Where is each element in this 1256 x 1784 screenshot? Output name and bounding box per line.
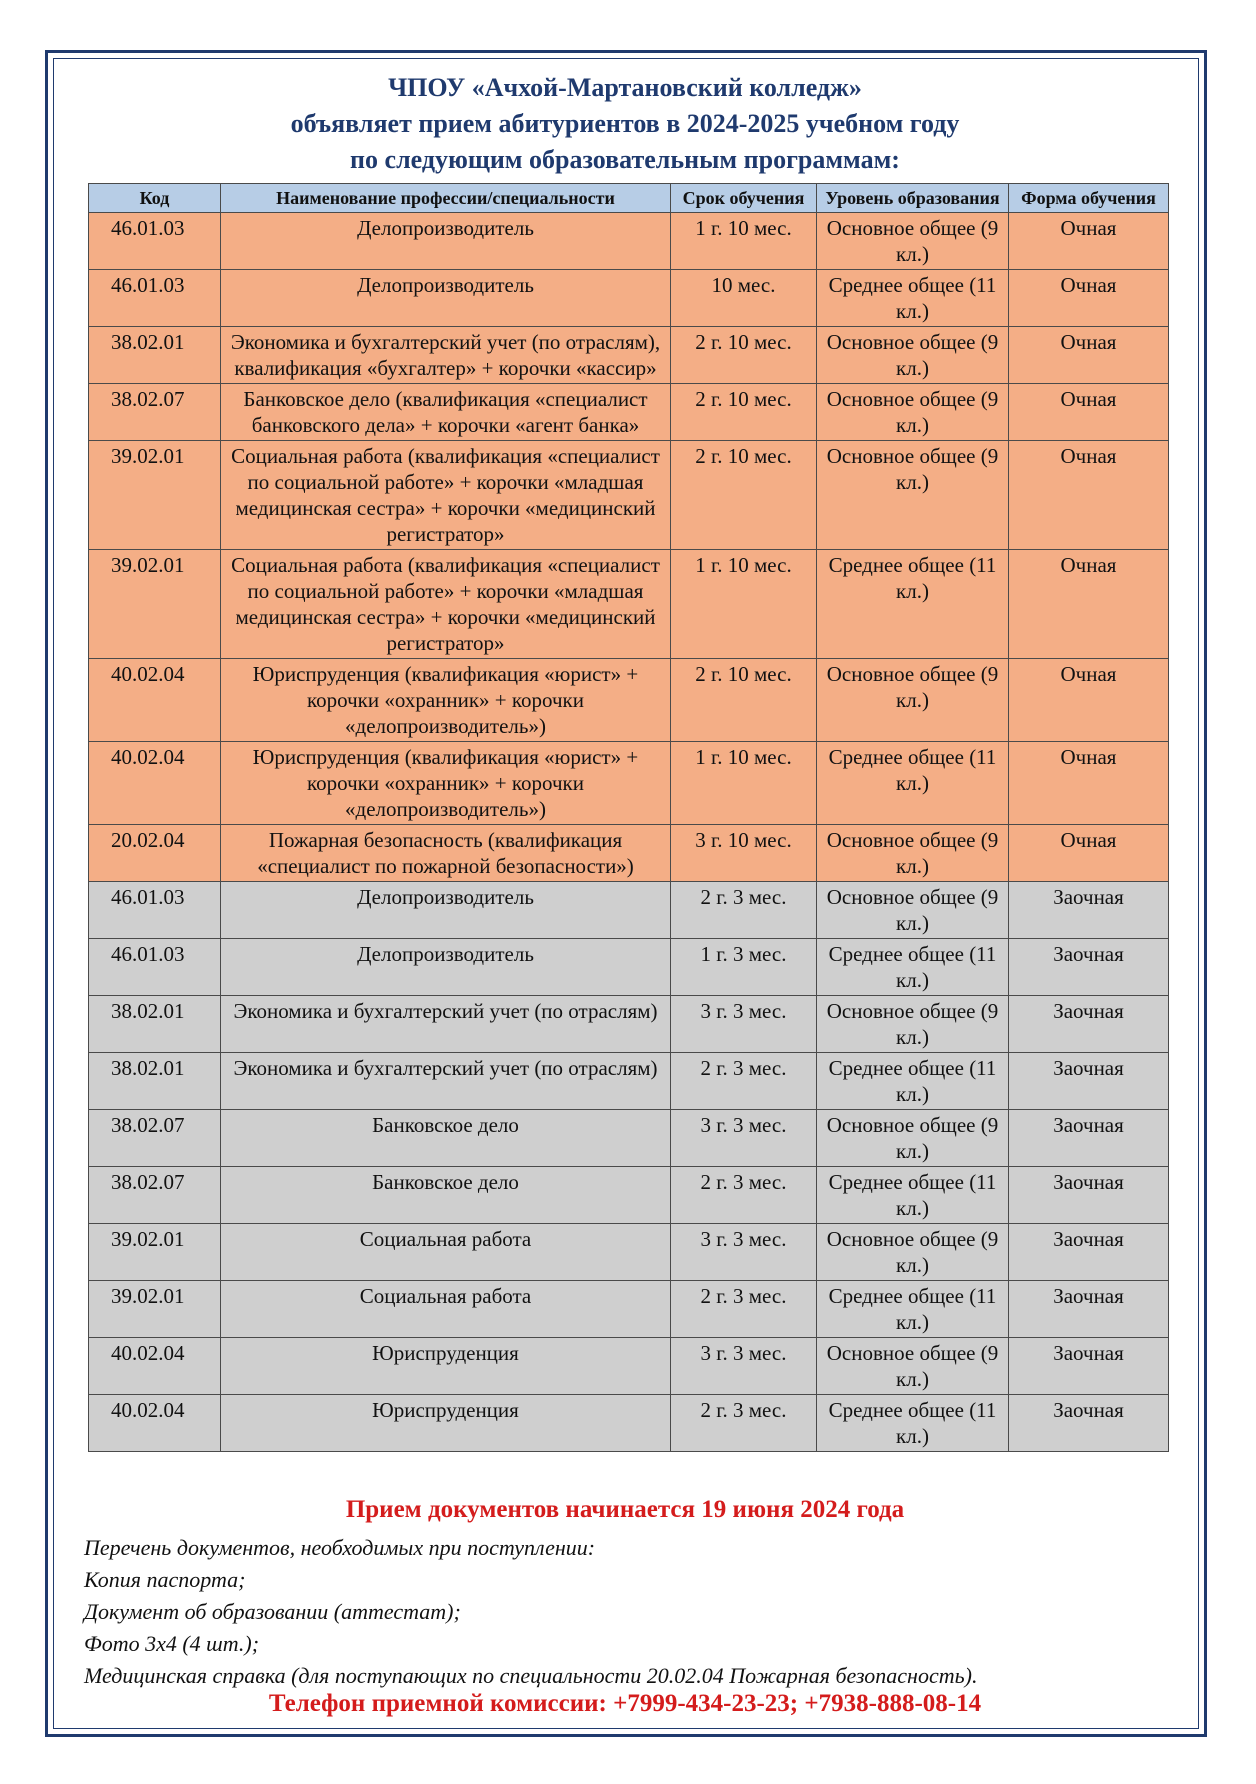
cell-name: Банковское дело <box>221 1167 671 1224</box>
cell-code: 38.02.01 <box>89 996 221 1053</box>
cell-code: 38.02.01 <box>89 327 221 384</box>
cell-term: 2 г. 10 мес. <box>671 384 817 441</box>
cell-form: Заочная <box>1009 1395 1169 1452</box>
table-row <box>89 1395 1169 1452</box>
cell-level: Основное общее (9 кл.) <box>817 213 1009 270</box>
cell-form: Очная <box>1009 213 1169 270</box>
table-header-row <box>89 184 1169 213</box>
table-row <box>89 441 1169 550</box>
cell-term: 2 г. 10 мес. <box>671 659 817 742</box>
cell-name: Банковское дело <box>221 1110 671 1167</box>
table-row <box>89 996 1169 1053</box>
title-college: ЧПОУ «Ачхой-Мартановский колледж» <box>388 73 862 102</box>
cell-code: 40.02.04 <box>89 742 221 825</box>
cell-form: Заочная <box>1009 1281 1169 1338</box>
cell-level: Среднее общее (11 кл.) <box>817 1395 1009 1452</box>
cell-term: 2 г. 10 мес. <box>671 327 817 384</box>
cell-code: 39.02.01 <box>89 441 221 550</box>
cell-level: Основное общее (9 кл.) <box>817 996 1009 1053</box>
cell-name: Экономика и бухгалтерский учет (по отраслям) <box>221 996 671 1053</box>
cell-form: Очная <box>1009 550 1169 659</box>
admission-start-notice: Прием документов начинается 19 июня 2024 года <box>345 1496 905 1523</box>
table-row <box>89 825 1169 882</box>
cell-name: Пожарная безопасность (квалификация «специалист по пожарной безопасности») <box>221 825 671 882</box>
cell-name: Социальная работа <box>221 1224 671 1281</box>
cell-term: 2 г. 3 мес. <box>671 1395 817 1452</box>
header-code: Код <box>89 184 221 213</box>
table-row <box>89 213 1169 270</box>
cell-name: Экономика и бухгалтерский учет (по отраслям) <box>221 1053 671 1110</box>
cell-form: Заочная <box>1009 1338 1169 1395</box>
cell-code: 46.01.03 <box>89 213 221 270</box>
cell-term: 2 г. 3 мес. <box>671 1053 817 1110</box>
cell-term: 3 г. 3 мес. <box>671 1338 817 1395</box>
cell-form: Очная <box>1009 327 1169 384</box>
header-form: Форма обучения <box>1009 184 1169 213</box>
programs-table <box>88 183 1169 1452</box>
cell-name: Юриспруденция <box>221 1338 671 1395</box>
table-row <box>89 270 1169 327</box>
header-level: Уровень образования <box>817 184 1009 213</box>
cell-name: Социальная работа <box>221 1281 671 1338</box>
table-row <box>89 550 1169 659</box>
cell-level: Основное общее (9 кл.) <box>817 1224 1009 1281</box>
table-body <box>89 213 1169 1452</box>
cell-level: Среднее общее (11 кл.) <box>817 742 1009 825</box>
cell-level: Основное общее (9 кл.) <box>817 441 1009 550</box>
cell-name: Делопроизводитель <box>221 213 671 270</box>
cell-level: Среднее общее (11 кл.) <box>817 1167 1009 1224</box>
header-name: Наименование профессии/специальности <box>221 184 671 213</box>
table-row <box>89 1110 1169 1167</box>
cell-form: Заочная <box>1009 939 1169 996</box>
cell-form: Очная <box>1009 659 1169 742</box>
table-row <box>89 939 1169 996</box>
cell-term: 2 г. 3 мес. <box>671 1281 817 1338</box>
cell-form: Очная <box>1009 270 1169 327</box>
cell-code: 40.02.04 <box>89 1395 221 1452</box>
table-row <box>89 1167 1169 1224</box>
cell-term: 1 г. 10 мес. <box>671 742 817 825</box>
cell-form: Заочная <box>1009 1224 1169 1281</box>
cell-form: Очная <box>1009 384 1169 441</box>
cell-code: 46.01.03 <box>89 882 221 939</box>
admission-phone: Телефон приемной комиссии: +7999-434-23-23; +7938-888-08-14 <box>268 1690 982 1717</box>
cell-name: Делопроизводитель <box>221 939 671 996</box>
cell-term: 1 г. 10 мес. <box>671 550 817 659</box>
cell-form: Очная <box>1009 441 1169 550</box>
cell-level: Основное общее (9 кл.) <box>817 1338 1009 1395</box>
cell-name: Банковское дело (квалификация «специалист банковского дела» + корочки «агент банка» <box>221 384 671 441</box>
header-term: Срок обучения <box>671 184 817 213</box>
cell-level: Основное общее (9 кл.) <box>817 384 1009 441</box>
cell-code: 39.02.01 <box>89 1224 221 1281</box>
cell-code: 38.02.07 <box>89 384 221 441</box>
cell-term: 2 г. 3 мес. <box>671 1167 817 1224</box>
table-row <box>89 384 1169 441</box>
cell-form: Заочная <box>1009 1110 1169 1167</box>
cell-form: Заочная <box>1009 1053 1169 1110</box>
table-row <box>89 1224 1169 1281</box>
table-row <box>89 742 1169 825</box>
cell-name: Юриспруденция <box>221 1395 671 1452</box>
cell-form: Заочная <box>1009 996 1169 1053</box>
cell-term: 3 г. 3 мес. <box>671 996 817 1053</box>
cell-level: Среднее общее (11 кл.) <box>817 1053 1009 1110</box>
cell-level: Основное общее (9 кл.) <box>817 1110 1009 1167</box>
cell-name: Делопроизводитель <box>221 270 671 327</box>
cell-level: Основное общее (9 кл.) <box>817 659 1009 742</box>
cell-code: 20.02.04 <box>89 825 221 882</box>
table-row <box>89 882 1169 939</box>
cell-term: 2 г. 10 мес. <box>671 441 817 550</box>
documents-list <box>84 1532 977 1692</box>
cell-code: 46.01.03 <box>89 939 221 996</box>
cell-form: Очная <box>1009 742 1169 825</box>
table-row <box>89 1281 1169 1338</box>
cell-level: Среднее общее (11 кл.) <box>817 939 1009 996</box>
title-programs: по следующим образовательным программам: <box>350 145 900 174</box>
cell-level: Среднее общее (11 кл.) <box>817 270 1009 327</box>
cell-code: 40.02.04 <box>89 1338 221 1395</box>
cell-name: Делопроизводитель <box>221 882 671 939</box>
cell-term: 3 г. 10 мес. <box>671 825 817 882</box>
document-item: Фото 3х4 (4 шт.); <box>84 1631 260 1656</box>
cell-code: 39.02.01 <box>89 1281 221 1338</box>
cell-name: Юриспруденция (квалификация «юрист» + корочки «охранник» + корочки «делопроизводитель») <box>221 659 671 742</box>
cell-code: 40.02.04 <box>89 659 221 742</box>
cell-level: Основное общее (9 кл.) <box>817 327 1009 384</box>
cell-name: Социальная работа (квалификация «специалист по социальной работе» + корочки «младшая медицинская сестра» + корочки «медицинский регистратор» <box>221 441 671 550</box>
table-row <box>89 327 1169 384</box>
cell-form: Очная <box>1009 825 1169 882</box>
cell-level: Среднее общее (11 кл.) <box>817 1281 1009 1338</box>
cell-form: Заочная <box>1009 1167 1169 1224</box>
document-item: Медицинская справка (для поступающих по специальности 20.02.04 Пожарная безопасность). <box>84 1663 978 1688</box>
cell-code: 38.02.07 <box>89 1167 221 1224</box>
cell-term: 1 г. 10 мес. <box>671 213 817 270</box>
cell-term: 3 г. 3 мес. <box>671 1224 817 1281</box>
title-announcement: объявляет прием абитуриентов в 2024-2025 учебном году <box>290 109 960 138</box>
document-item: Документ об образовании (аттестат); <box>84 1599 461 1624</box>
table-row <box>89 1338 1169 1395</box>
cell-term: 1 г. 3 мес. <box>671 939 817 996</box>
cell-code: 38.02.01 <box>89 1053 221 1110</box>
table-row <box>89 659 1169 742</box>
cell-code: 46.01.03 <box>89 270 221 327</box>
cell-term: 10 мес. <box>671 270 817 327</box>
documents-intro: Перечень документов, необходимых при поступлении: <box>84 1535 596 1560</box>
cell-code: 38.02.07 <box>89 1110 221 1167</box>
cell-form: Заочная <box>1009 882 1169 939</box>
cell-name: Юриспруденция (квалификация «юрист» + корочки «охранник» + корочки «делопроизводитель») <box>221 742 671 825</box>
cell-level: Среднее общее (11 кл.) <box>817 550 1009 659</box>
cell-code: 39.02.01 <box>89 550 221 659</box>
cell-term: 3 г. 3 мес. <box>671 1110 817 1167</box>
cell-term: 2 г. 3 мес. <box>671 882 817 939</box>
document-item: Копия паспорта; <box>84 1567 246 1592</box>
cell-level: Основное общее (9 кл.) <box>817 882 1009 939</box>
cell-name: Экономика и бухгалтерский учет (по отраслям), квалификация «бухгалтер» + корочки «кассир» <box>221 327 671 384</box>
table-row <box>89 1053 1169 1110</box>
cell-level: Основное общее (9 кл.) <box>817 825 1009 882</box>
cell-name: Социальная работа (квалификация «специалист по социальной работе» + корочки «младшая медицинская сестра» + корочки «медицинский регистратор» <box>221 550 671 659</box>
